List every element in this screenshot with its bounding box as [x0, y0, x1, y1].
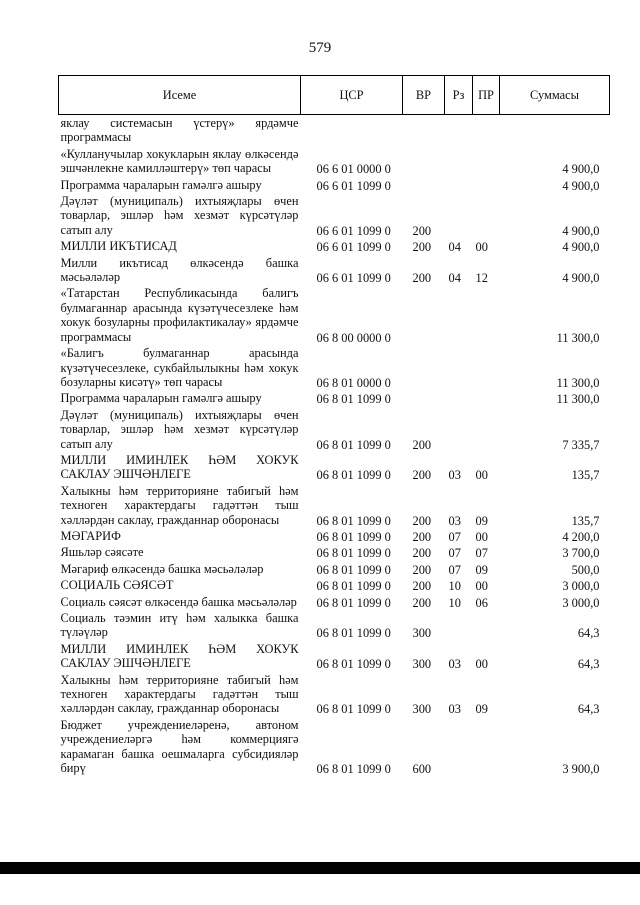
cell-sum: 135,7 [571, 468, 600, 483]
cell-pr: 00 [475, 468, 488, 483]
cell-csr: 06 8 01 1099 0 [316, 595, 391, 610]
cell-sum [500, 115, 610, 146]
header-vr: ВР [403, 76, 445, 115]
cell-pr: 12 [475, 271, 488, 286]
cell-pr [473, 407, 500, 452]
cell-rz: 03 [448, 657, 461, 672]
cell-vr: 300 [412, 626, 432, 641]
cell-rz: 04 [448, 271, 461, 286]
table-row [59, 407, 610, 452]
cell-name: МИЛЛИ ИМИНЛЕК ҺӘМ ХОКУК САКЛАУ ЭШЧӘНЛЕГЕ [60, 452, 299, 482]
cell-vr: 200 [412, 468, 432, 483]
table-row [59, 193, 610, 238]
cell-sum: 4 200,0 [562, 529, 600, 544]
header-csr: ЦСР [301, 76, 403, 115]
cell-sum: 3 000,0 [562, 595, 600, 610]
cell-vr [403, 345, 445, 390]
cell-pr: 00 [475, 529, 488, 544]
cell-csr: 06 8 01 1099 0 [316, 657, 391, 672]
cell-pr [473, 193, 500, 238]
table-row [59, 672, 610, 717]
cell-sum: 64,3 [577, 702, 600, 717]
cell-pr [473, 177, 500, 193]
cell-sum: 135,7 [571, 513, 600, 528]
cell-rz [445, 610, 473, 641]
cell-vr: 200 [412, 529, 432, 544]
cell-csr: 06 6 01 0000 0 [316, 162, 391, 177]
cell-csr: 06 8 01 1099 0 [316, 562, 391, 577]
table-row [59, 146, 610, 177]
cell-sum: 4 900,0 [562, 271, 600, 286]
table-row [59, 544, 610, 560]
cell-csr: 06 8 01 0000 0 [316, 375, 391, 390]
cell-csr: 06 8 01 1099 0 [316, 529, 391, 544]
cell-sum: 4 900,0 [562, 240, 600, 255]
header-name: Исеме [59, 76, 301, 115]
cell-rz [445, 407, 473, 452]
cell-rz [445, 146, 473, 177]
cell-sum: 4 900,0 [562, 178, 600, 193]
cell-csr: 06 6 01 1099 0 [316, 223, 391, 238]
header-sum: Суммасы [500, 76, 610, 115]
table-body [59, 115, 610, 777]
cell-name: МИЛЛИ ИКЪТИСАД [60, 239, 177, 254]
cell-name: Программа чараларын гамәлгә ашыру [60, 391, 262, 406]
cell-vr [403, 177, 445, 193]
cell-name: МӘГАРИФ [60, 528, 121, 543]
cell-name: Социаль тәэмин итү һәм халыкка башка түләүләр [60, 611, 299, 640]
cell-vr: 200 [412, 595, 432, 610]
cell-rz: 03 [448, 468, 461, 483]
header-pr: ПР [473, 76, 500, 115]
table-row [59, 115, 610, 146]
cell-vr: 200 [412, 546, 432, 561]
table-row [59, 255, 610, 286]
budget-table [58, 75, 610, 776]
cell-rz [445, 177, 473, 193]
cell-csr: 06 8 01 1099 0 [316, 513, 391, 528]
table-row [59, 577, 610, 593]
cell-rz [445, 193, 473, 238]
cell-vr [403, 146, 445, 177]
cell-name: Яшьләр сәясәте [60, 545, 144, 560]
cell-pr: 09 [475, 513, 488, 528]
cell-name: Программа чараларын гамәлгә ашыру [60, 177, 262, 192]
cell-vr: 200 [412, 437, 432, 452]
cell-vr: 300 [412, 657, 432, 672]
cell-pr [473, 345, 500, 390]
scan-border-bar [0, 862, 640, 874]
cell-name: «Балигъ булмаганнар арасында күзәтүчесезлеке, сукбайлылыкны һәм хокук бозуларны кисәтү» төп чарасы [60, 346, 299, 389]
cell-rz: 10 [448, 579, 461, 594]
table-row [59, 717, 610, 777]
cell-name: Бюджет учреждениеләренә, автоном учреждениеләргә һәм коммерциягә карамаган башка оешмаларга субсидияләр бирү [60, 717, 299, 776]
cell-sum: 11 300,0 [556, 375, 600, 390]
table-row [59, 452, 610, 483]
page-number: 579 [308, 40, 332, 56]
cell-sum: 4 900,0 [562, 223, 600, 238]
table-row [59, 285, 610, 345]
cell-pr [473, 115, 500, 146]
cell-csr: 06 6 01 1099 0 [316, 240, 391, 255]
table-row [59, 610, 610, 641]
cell-name: МИЛЛИ ИМИНЛЕК ҺӘМ ХОКУК САКЛАУ ЭШЧӘНЛЕГЕ [60, 641, 299, 671]
cell-name: яклау системасын үстерү» ярдәмче программасы [60, 116, 299, 145]
cell-pr [473, 717, 500, 777]
cell-vr: 200 [412, 562, 432, 577]
cell-pr: 09 [475, 702, 488, 717]
cell-name: Мәгариф өлкәсендә башка мәсьәләләр [60, 561, 264, 576]
cell-rz: 03 [448, 702, 461, 717]
cell-rz: 07 [448, 529, 461, 544]
cell-csr: 06 8 01 1099 0 [316, 437, 391, 452]
cell-sum: 500,0 [571, 562, 600, 577]
cell-pr: 09 [475, 562, 488, 577]
cell-vr: 200 [412, 271, 432, 286]
cell-sum: 3 000,0 [562, 579, 600, 594]
cell-rz: 07 [448, 562, 461, 577]
cell-vr: 200 [412, 240, 432, 255]
cell-csr: 06 8 01 1099 0 [316, 702, 391, 717]
table-row [59, 528, 610, 544]
cell-name: Милли икътисад өлкәсендә башка мәсьәләләр [60, 255, 299, 285]
cell-csr: 06 8 01 1099 0 [316, 546, 391, 561]
cell-rz: 10 [448, 595, 461, 610]
table-row [59, 177, 610, 193]
cell-vr: 600 [412, 762, 432, 777]
cell-rz [445, 345, 473, 390]
cell-pr [473, 285, 500, 345]
table-row [59, 594, 610, 610]
cell-rz [445, 390, 473, 406]
cell-csr: 06 8 01 1099 0 [316, 626, 391, 641]
cell-sum: 4 900,0 [562, 162, 600, 177]
cell-sum: 64,3 [577, 626, 600, 641]
cell-vr: 300 [412, 702, 432, 717]
cell-vr [403, 390, 445, 406]
cell-rz [445, 115, 473, 146]
cell-pr [473, 146, 500, 177]
cell-sum: 11 300,0 [556, 330, 600, 345]
cell-vr [403, 285, 445, 345]
cell-pr [473, 610, 500, 641]
cell-csr: 06 6 01 1099 0 [316, 271, 391, 286]
cell-rz: 07 [448, 546, 461, 561]
cell-rz: 03 [448, 513, 461, 528]
cell-rz: 04 [448, 240, 461, 255]
cell-name: «Кулланучылар хокукларын яклау өлкәсендә эшчәнлекне камилләштерү» төп чарасы [60, 146, 299, 176]
cell-name: Халыкны һәм территорияне табигый һәм техноген характердагы гадәттән тыш хәлләрдән саклау, гражданнар оборонасы [60, 672, 299, 716]
cell-pr: 00 [475, 240, 488, 255]
table-row [59, 641, 610, 672]
cell-csr [301, 115, 403, 146]
cell-csr: 06 8 01 1099 0 [316, 468, 391, 483]
cell-sum: 64,3 [577, 657, 600, 672]
cell-csr: 06 8 01 1099 0 [316, 392, 391, 407]
cell-csr: 06 8 01 1099 0 [316, 579, 391, 594]
cell-vr: 200 [412, 223, 432, 238]
cell-name: СОЦИАЛЬ СӘЯСӘТ [60, 578, 174, 593]
cell-csr: 06 8 01 1099 0 [316, 762, 391, 777]
cell-name: «Татарстан Республикасында балигъ булмаганнар арасында күзәтүчесезлеке һәм хокук бозуларны профилактикалау» ярдәмче программасы [60, 286, 299, 344]
table-row [59, 238, 610, 254]
cell-sum: 11 300,0 [556, 392, 600, 407]
cell-pr: 07 [475, 546, 488, 561]
cell-name: Социаль сәясәт өлкәсендә башка мәсьәләләр [60, 594, 297, 609]
cell-csr: 06 8 00 0000 0 [316, 330, 391, 345]
cell-vr [403, 115, 445, 146]
cell-vr: 200 [412, 513, 432, 528]
cell-csr: 06 6 01 1099 0 [316, 178, 391, 193]
cell-sum: 7 335,7 [562, 437, 600, 452]
table-row [59, 345, 610, 390]
cell-pr: 06 [475, 595, 488, 610]
table-header [59, 76, 610, 115]
header-rz: Рз [445, 76, 473, 115]
cell-rz [445, 717, 473, 777]
cell-name: Дәүләт (муниципаль) ихтыяҗлары өчен товарлар, эшләр һәм хезмәт күрсәтүләр сатып алу [60, 407, 299, 451]
cell-sum: 3 900,0 [562, 762, 600, 777]
cell-name: Дәүләт (муниципаль) ихтыяҗлары өчен товарлар, эшләр һәм хезмәт күрсәтүләр сатып алу [60, 194, 299, 237]
cell-vr: 200 [412, 579, 432, 594]
table-row [59, 390, 610, 406]
cell-pr: 00 [475, 657, 488, 672]
table-row [59, 561, 610, 577]
table-row [59, 483, 610, 528]
cell-pr: 00 [475, 579, 488, 594]
cell-sum: 3 700,0 [562, 546, 600, 561]
cell-rz [445, 285, 473, 345]
cell-name: Халыкны һәм территорияне табигый һәм техноген характердагы гадәттән тыш хәлләрдән саклау, гражданнар оборонасы [60, 483, 299, 527]
cell-pr [473, 390, 500, 406]
